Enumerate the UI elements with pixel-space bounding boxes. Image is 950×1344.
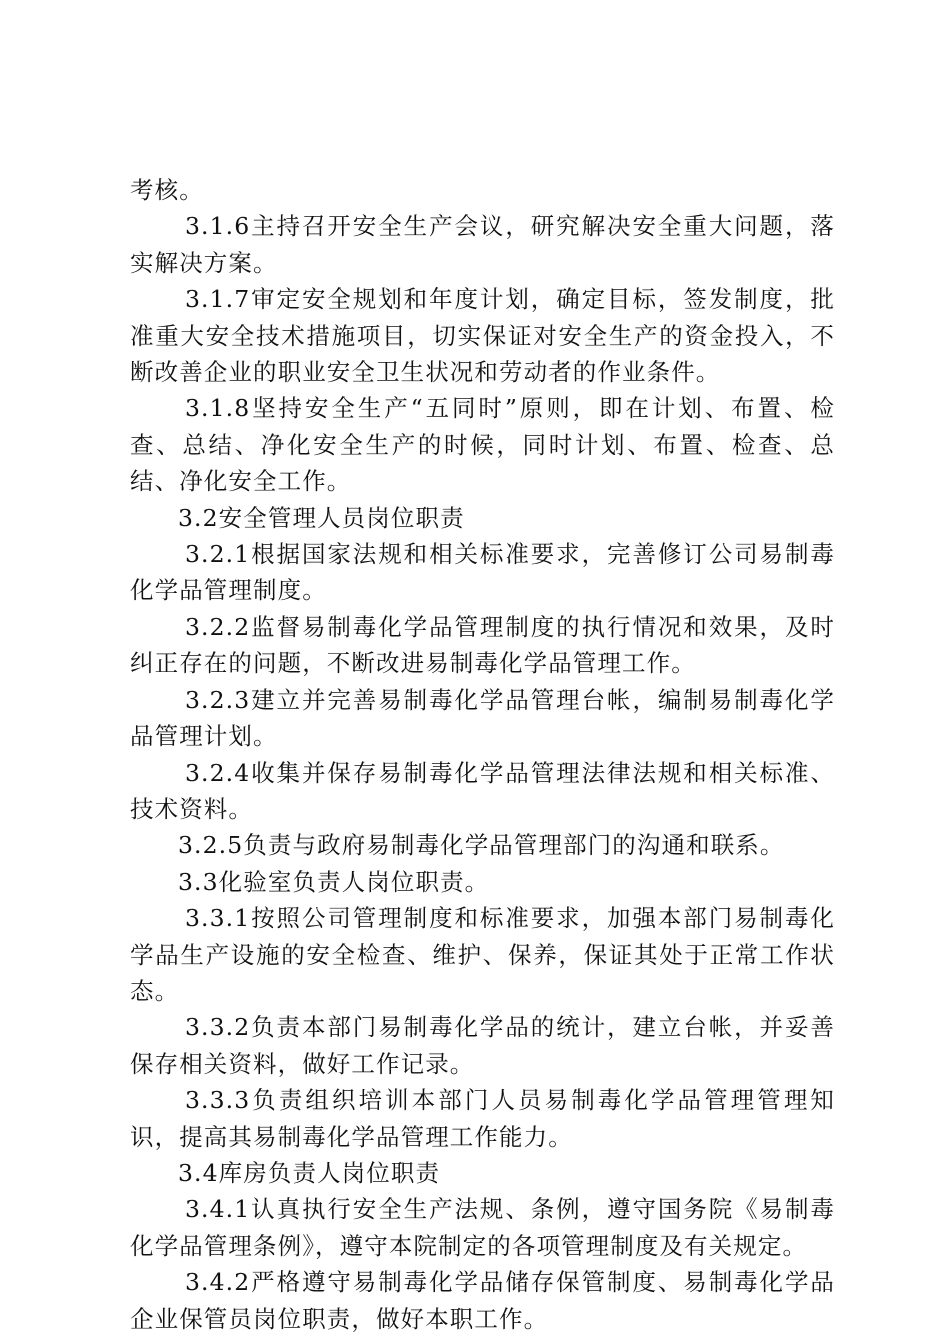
clause-3-3-1: 3.3.1按照公司管理制度和标准要求，加强本部门易制毒化学品生产设施的安全检查、维护、保养，保证其处于正常工作状态。 <box>130 904 835 1005</box>
clause-3-2-5: 3.2.5负责与政府易制毒化学品管理部门的沟通和联系。 <box>178 831 785 860</box>
clause-3-4-1: 3.4.1认真执行安全生产法规、条例，遵守国务院《易制毒化学品管理条例》，遵守本院制定的各项管理制度及有关规定。 <box>130 1195 835 1260</box>
section-heading-3-3: 3.3化验室负责人岗位职责。 <box>178 867 490 896</box>
document-body <box>130 172 835 1337</box>
paragraph-continuation: 考核。 <box>130 176 204 204</box>
clause-3-3-2: 3.3.2负责本部门易制毒化学品的统计，建立台帐，并妥善保存相关资料，做好工作记录。 <box>130 1013 835 1078</box>
clause-3-2-3: 3.2.3建立并完善易制毒化学品管理台帐，编制易制毒化学品管理计划。 <box>130 685 835 751</box>
section-heading-3-4: 3.4库房负责人岗位职责 <box>178 1158 441 1187</box>
clause-3-1-7: 3.1.7审定安全规划和年度计划，确定目标，签发制度，批准重大安全技术措施项目，切实保证对安全生产的资金投入，不断改善企业的职业安全卫生状况和劳动者的作业条件。 <box>130 285 835 387</box>
clause-3-4-2: 3.4.2严格遵守易制毒化学品储存保管制度、易制毒化学品企业保管员岗位职责，做好本职工作。 <box>130 1268 835 1333</box>
clause-3-3-3: 3.3.3负责组织培训本部门人员易制毒化学品管理管理知识，提高其易制毒化学品管理工作能力。 <box>130 1086 835 1151</box>
clause-3-1-6: 3.1.6主持召开安全生产会议，研究解决安全重大问题，落实解决方案。 <box>130 212 835 277</box>
clause-3-2-4: 3.2.4收集并保存易制毒化学品管理法律法规和相关标准、技术资料。 <box>130 758 835 823</box>
clause-3-2-1: 3.2.1根据国家法规和相关标准要求，完善修订公司易制毒化学品管理制度。 <box>130 540 835 605</box>
clause-3-1-8: 3.1.8坚持安全生产“五同时”原则，即在计划、布置、检查、总结、净化安全生产的时候，同时计划、布置、检查、总结、净化安全工作。 <box>130 394 835 496</box>
section-heading-3-2: 3.2安全管理人员岗位职责 <box>178 503 465 532</box>
clause-3-2-2: 3.2.2监督易制毒化学品管理制度的执行情况和效果，及时纠正存在的问题，不断改进易制毒化学品管理工作。 <box>130 612 835 678</box>
